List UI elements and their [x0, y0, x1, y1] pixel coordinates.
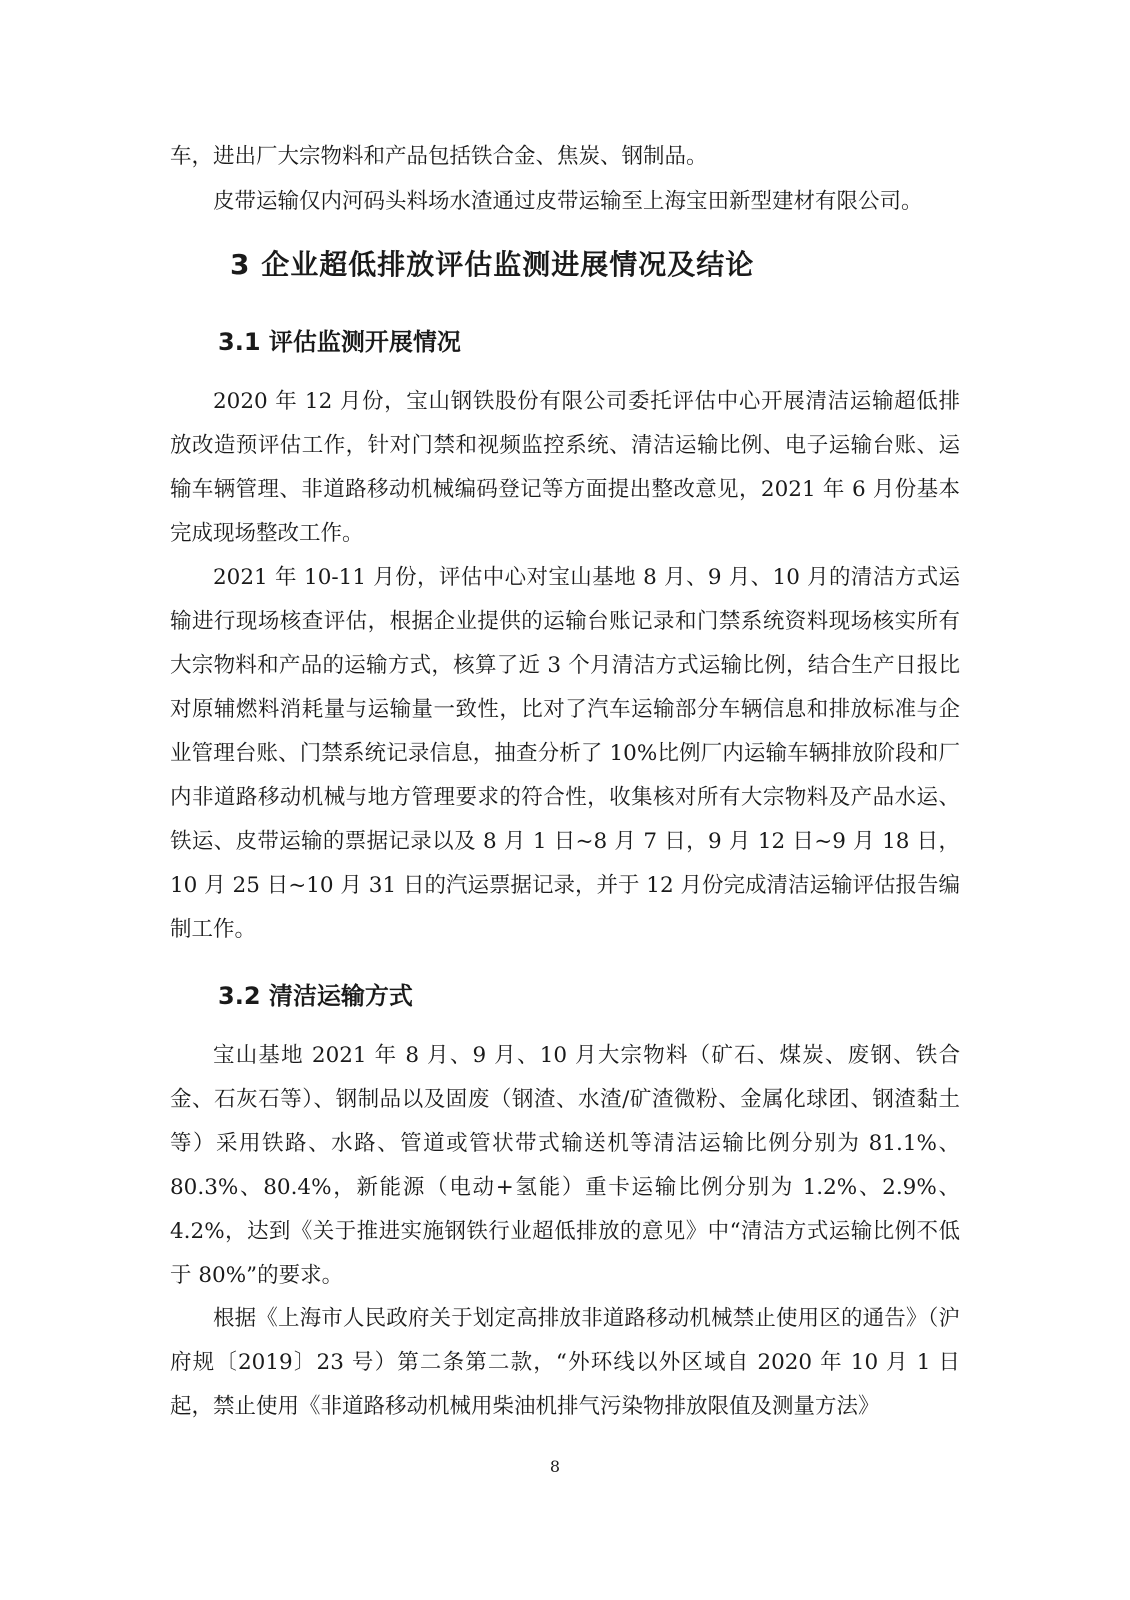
section-3-1-paragraph-2: 2021 年 10-11 月份，评估中心对宝山基地 8 月、9 月、10 月的清洁方式运输进行现场核查评估，根据企业提供的运输台账记录和门禁系统资料现场核实所有大宗物料和产品的运输方式，核算了近 3 个月清洁方式运输比例，结合生产日报比对原辅燃料消耗量与运输量一致性，比对了汽车运输部分车辆信息和排放标准与企业管理台账、门禁系统记录信息，抽查分析了 10%比例厂内运输车辆排放阶段和厂内非道路移动机械与地方管理要求的符合性，收集核对所有大宗物料及产品水运、铁运、皮带运输的票据记录以及 8 月 1 日~8 月 7 日，9 月 12 日~9 月 18 日，10 月 25 日~10 月 31 日的汽运票据记录，并于 12 月份完成清洁运输评估报告编制工作。	[170, 565, 960, 942]
section-3-heading: 3 企业超低排放评估监测进展情况及结论	[230, 248, 755, 281]
belt-transport-paragraph: 皮带运输仅内河码头料场水渣通过皮带运输至上海宝田新型建材有限公司。	[213, 189, 923, 214]
page-number: 8	[549, 1457, 561, 1476]
section-3-2-paragraph-2: 根据《上海市人民政府关于划定高排放非道路移动机械禁止使用区的通告》（沪府规〔2019〕23 号）第二条第二款，“外环线以外区域自 2020 年 10 月 1 日起，禁止使用《非道路移动机械用柴油机排气污染物排放限值及测量方法》	[170, 1306, 960, 1419]
section-3-1-paragraph-1: 2020 年 12 月份，宝山钢铁股份有限公司委托评估中心开展清洁运输超低排放改造预评估工作，针对门禁和视频监控系统、清洁运输比例、电子运输台账、运输车辆管理、非道路移动机械编码登记等方面提出整改意见，2021 年 6 月份基本完成现场整改工作。	[170, 389, 960, 546]
section-3-1-heading: 3.1 评估监测开展情况	[218, 328, 461, 356]
section-3-2-heading: 3.2 清洁运输方式	[218, 982, 413, 1010]
continuation-paragraph: 车，进出厂大宗物料和产品包括铁合金、焦炭、钢制品。	[170, 144, 708, 169]
section-3-2-paragraph-1: 宝山基地 2021 年 8 月、9 月、10 月大宗物料（矿石、煤炭、废钢、铁合金、石灰石等）、钢制品以及固废（钢渣、水渣/矿渣微粉、金属化球团、钢渣黏土等）采用铁路、水路、管道或管状带式输送机等清洁运输比例分别为 81.1%、80.3%、80.4%，新能源（电动+氢能）重卡运输比例分别为 1.2%、2.9%、4.2%，达到《关于推进实施钢铁行业超低排放的意见》中“清洁方式运输比例不低于 80%”的要求。	[170, 1043, 960, 1288]
